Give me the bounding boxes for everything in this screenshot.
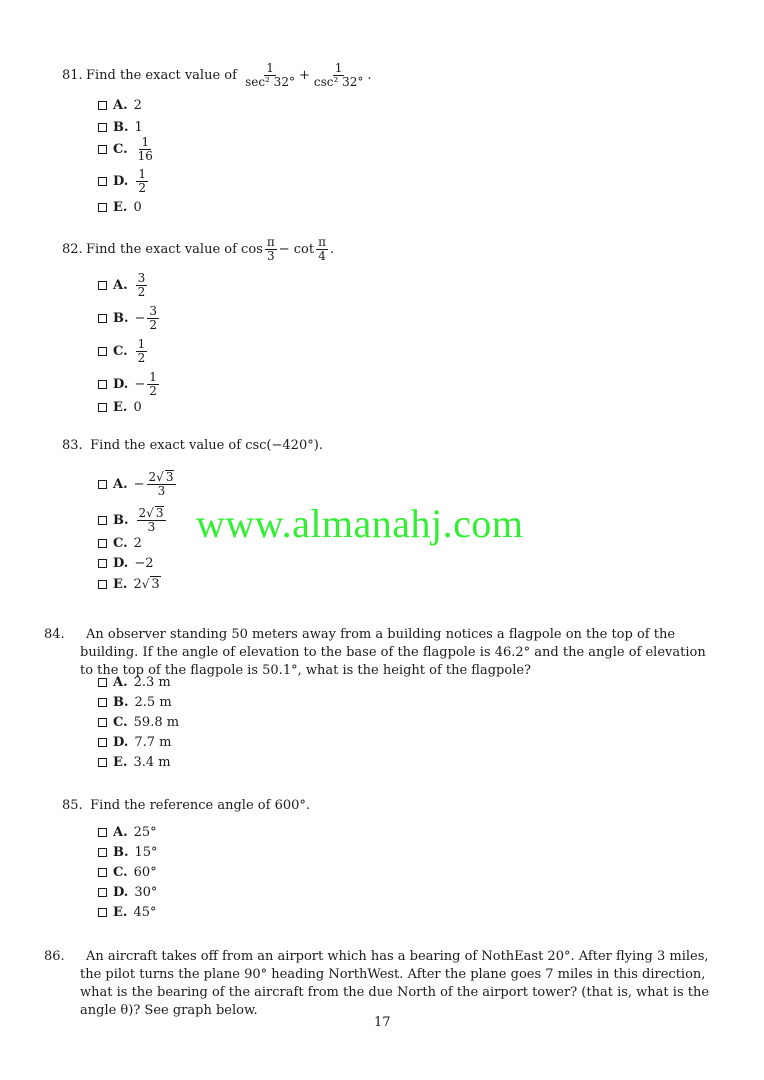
question-number: 85. <box>62 798 83 813</box>
radicand: 3 <box>151 577 160 592</box>
numerator: 1 <box>334 61 343 75</box>
question-number: 81. <box>62 67 83 83</box>
numerator <box>147 470 177 485</box>
denominator: 3 <box>157 484 166 498</box>
option-label: B. <box>113 695 129 710</box>
question-prompt: Find the exact value of csc(−420°). <box>90 438 323 453</box>
option-value: 30° <box>134 885 158 900</box>
option-b[interactable] <box>98 506 168 534</box>
option-fraction <box>137 506 167 534</box>
option-value: 0 <box>133 400 142 415</box>
option-label: C. <box>113 344 128 359</box>
checkbox-icon[interactable] <box>98 516 107 525</box>
checkbox-icon[interactable] <box>98 718 107 727</box>
option-label: E. <box>113 576 128 592</box>
question-prompt: An observer standing 50 meters away from a building notices a flagpole on the top of the building. If the angle of elevation to the base of the flagpole is 46.2° and the angle of elevation to the top of the flagpole is 50.1°, what is the height of the flagpole? <box>80 627 706 678</box>
option-label: A. <box>113 98 128 113</box>
option-fraction <box>136 168 148 195</box>
option-b[interactable] <box>98 120 143 135</box>
option-value: 2.5 m <box>134 695 172 710</box>
option-fraction <box>136 272 148 299</box>
option-value: 0 <box>133 200 142 215</box>
option-fraction <box>147 305 159 332</box>
option-a[interactable] <box>98 675 171 690</box>
option-label: B. <box>113 120 129 135</box>
option-value: 15° <box>134 845 158 860</box>
checkbox-icon[interactable] <box>98 145 107 154</box>
denominator: sec² 32° <box>245 75 295 89</box>
option-e[interactable] <box>98 576 161 592</box>
denominator: 2 <box>149 384 157 398</box>
checkbox-icon[interactable] <box>98 480 107 489</box>
fraction-term-1 <box>243 62 297 89</box>
option-label: D. <box>113 174 129 189</box>
question-prompt: Find the exact value of <box>86 67 237 83</box>
option-d[interactable] <box>98 885 157 900</box>
watermark: www.almanahj.com <box>196 501 524 546</box>
option-value: 1 <box>134 120 143 135</box>
option-label: D. <box>113 377 129 392</box>
option-e[interactable] <box>98 200 142 215</box>
option-d[interactable] <box>98 556 154 571</box>
denominator: 2 <box>138 181 146 195</box>
option-value: 59.8 m <box>133 715 180 730</box>
option-value: 7.7 m <box>134 735 172 750</box>
option-label: B. <box>113 311 129 326</box>
option-label: A. <box>113 675 128 690</box>
checkbox-icon[interactable] <box>98 868 107 877</box>
denominator: 3 <box>147 520 156 534</box>
option-d[interactable] <box>98 371 161 398</box>
option-label: A. <box>113 825 128 840</box>
prompt-suffix: . <box>329 241 335 257</box>
option-b[interactable] <box>98 845 158 860</box>
checkbox-icon[interactable] <box>98 403 107 412</box>
minus-cot: − cot <box>278 241 315 257</box>
page-number: 17 <box>374 1015 391 1030</box>
checkbox-icon[interactable] <box>98 738 107 747</box>
option-value: 45° <box>133 905 157 920</box>
fraction-term-2 <box>316 236 328 263</box>
sqrt-icon: √ <box>141 577 150 591</box>
sqrt-icon: √ <box>146 506 154 520</box>
option-c[interactable] <box>98 715 179 730</box>
question-number: 82. <box>62 241 83 257</box>
option-c[interactable] <box>98 136 157 163</box>
option-value: 25° <box>133 825 157 840</box>
option-c[interactable] <box>98 536 142 551</box>
checkbox-icon[interactable] <box>98 908 107 917</box>
option-label: C. <box>113 715 128 730</box>
minus-sign: − <box>133 476 145 492</box>
radicand: 3 <box>155 506 164 520</box>
checkbox-icon[interactable] <box>98 698 107 707</box>
option-a[interactable] <box>98 825 157 840</box>
fraction-term-2 <box>312 62 366 89</box>
denominator: 2 <box>137 351 146 365</box>
question-number: 84. <box>44 627 65 642</box>
option-label: D. <box>113 735 129 750</box>
option-c[interactable] <box>98 865 157 880</box>
option-label: C. <box>113 536 128 551</box>
checkbox-icon[interactable] <box>98 380 107 389</box>
plus-sign: + <box>298 67 310 83</box>
option-a[interactable] <box>98 98 142 113</box>
option-label: B. <box>113 512 129 528</box>
coefficient: 2 <box>148 470 157 484</box>
option-label: E. <box>113 755 128 770</box>
sqrt-icon: √ <box>156 470 164 484</box>
checkbox-icon[interactable] <box>98 101 107 110</box>
option-e[interactable] <box>98 905 156 920</box>
option-a[interactable] <box>98 470 178 498</box>
checkbox-icon[interactable] <box>98 828 107 837</box>
option-value: 3.4 m <box>133 755 171 770</box>
option-label: C. <box>113 142 128 157</box>
checkbox-icon[interactable] <box>98 559 107 568</box>
option-d[interactable] <box>98 168 150 195</box>
numerator: 1 <box>137 337 146 351</box>
checkbox-icon[interactable] <box>98 177 107 186</box>
question-prompt: Find the exact value of cos <box>86 241 263 257</box>
option-label: D. <box>113 556 129 571</box>
checkbox-icon[interactable] <box>98 848 107 857</box>
question-prompt: An aircraft takes off from an airport which has a bearing of NothEast 20°. After flying 3 miles, the pilot turns the plane 90° heading NorthWest. After the plane goes 7 miles in this direction, what is the bearing of the aircraft from the due North of the airport tower? (that is, what is the angle θ)? See graph below. <box>80 949 710 1018</box>
numerator: 1 <box>266 61 274 75</box>
minus-sign: − <box>134 311 146 326</box>
checkbox-icon[interactable] <box>98 314 107 323</box>
radicand: 3 <box>165 470 174 484</box>
minus-sign: − <box>134 377 146 392</box>
option-label: A. <box>113 476 128 492</box>
checkbox-icon[interactable] <box>98 580 107 589</box>
option-label: E. <box>113 905 128 920</box>
denominator: 16 <box>137 149 153 163</box>
option-value: 2 <box>133 536 142 551</box>
checkbox-icon[interactable] <box>98 888 107 897</box>
option-value: 2.3 m <box>133 675 171 690</box>
coefficient: 2 <box>138 506 147 520</box>
question-81 <box>62 62 712 89</box>
checkbox-icon[interactable] <box>98 203 107 212</box>
option-c[interactable] <box>98 338 149 365</box>
checkbox-icon[interactable] <box>98 281 107 290</box>
option-label: B. <box>113 845 129 860</box>
numerator: 1 <box>138 167 146 181</box>
option-label: E. <box>113 200 128 215</box>
numerator: 1 <box>149 370 157 384</box>
question-number: 86. <box>44 949 65 964</box>
option-b[interactable] <box>98 695 172 710</box>
numerator: π <box>318 235 326 249</box>
checkbox-icon[interactable] <box>98 539 107 548</box>
option-b[interactable] <box>98 305 161 332</box>
numerator <box>137 506 167 521</box>
question-prompt: Find the reference angle of 600°. <box>90 798 311 813</box>
option-label: E. <box>113 400 128 415</box>
question-85 <box>62 797 712 815</box>
denominator: 3 <box>266 249 275 263</box>
option-label: D. <box>113 885 129 900</box>
option-value: 60° <box>133 865 157 880</box>
numerator: 3 <box>137 271 146 285</box>
question-84 <box>44 626 712 680</box>
option-e[interactable] <box>98 755 171 770</box>
option-fraction <box>136 338 148 365</box>
checkbox-icon[interactable] <box>98 347 107 356</box>
option-d[interactable] <box>98 735 171 750</box>
numerator: 1 <box>141 135 150 149</box>
question-83 <box>62 437 712 455</box>
numerator: π <box>266 235 275 249</box>
numerator: 3 <box>149 304 158 318</box>
option-value: 2 <box>133 98 142 113</box>
option-value: −2 <box>134 556 154 571</box>
option-label: C. <box>113 865 128 880</box>
checkbox-icon[interactable] <box>98 678 107 687</box>
question-82 <box>62 236 712 263</box>
question-86 <box>44 948 712 1020</box>
checkbox-icon[interactable] <box>98 758 107 767</box>
denominator: 2 <box>149 318 158 332</box>
option-e[interactable] <box>98 400 142 415</box>
prompt-suffix: . <box>367 67 372 83</box>
denominator: 4 <box>318 249 326 263</box>
option-label: A. <box>113 278 128 293</box>
fraction-term-1 <box>265 236 277 263</box>
checkbox-icon[interactable] <box>98 123 107 132</box>
coefficient: 2 <box>133 576 142 592</box>
question-number: 83. <box>62 438 83 453</box>
option-fraction <box>147 371 159 398</box>
option-fraction <box>136 136 155 163</box>
denominator: 2 <box>137 285 146 299</box>
option-a[interactable] <box>98 272 149 299</box>
denominator: csc² 32° <box>313 75 364 89</box>
option-fraction <box>147 470 177 498</box>
